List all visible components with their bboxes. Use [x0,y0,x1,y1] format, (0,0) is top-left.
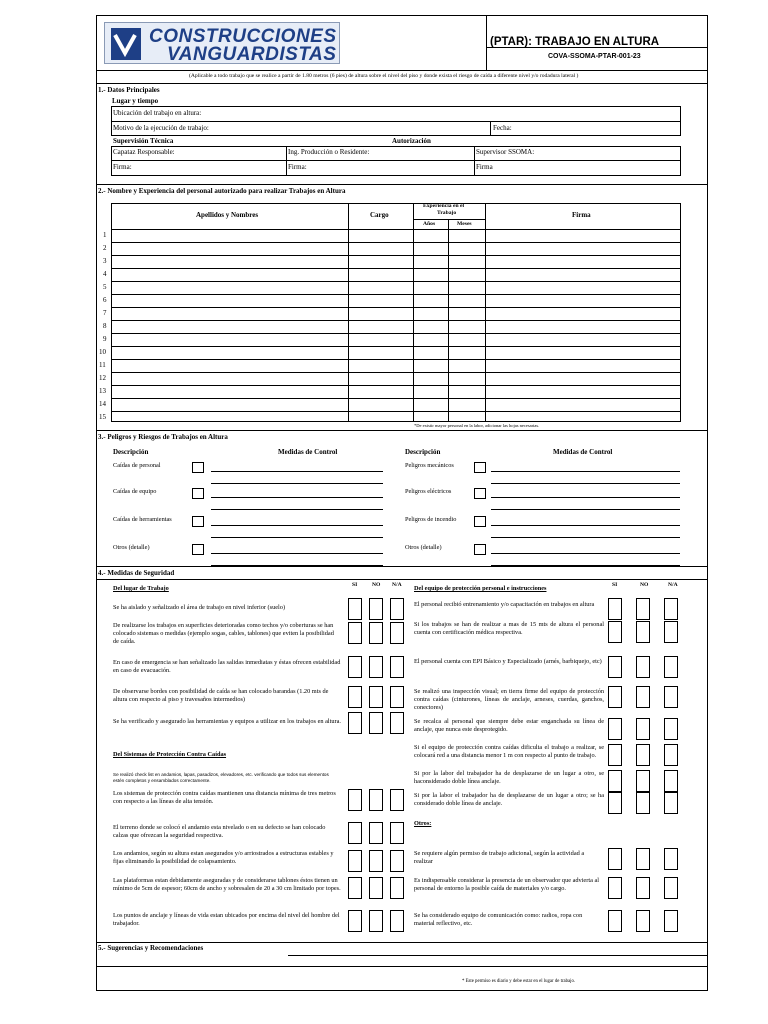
ppe-item-si-box[interactable] [608,770,622,792]
workplace-item: Se ha aislado y señalizado el área de trabajo en nivel inferior (suelo) [113,604,286,611]
row-number: 4 [103,270,107,278]
months-cell[interactable] [449,230,484,241]
signature-cell[interactable] [486,295,680,306]
fall-protection-item-no-box[interactable] [369,789,383,811]
row-number: 15 [99,413,106,421]
signature-cell[interactable] [486,334,680,345]
row-number: 3 [103,257,107,265]
cargo-cell[interactable] [349,308,412,319]
signature-ssoma: Firma [476,163,493,171]
col-cargo-header: Cargo [370,211,389,219]
cargo-cell[interactable] [349,347,412,358]
cargo-cell[interactable] [349,399,412,410]
months-cell[interactable] [449,308,484,319]
ppe-item: Si por la labor el trabajador ha de desplazarse de un lugar a otro; se ha considerado doble línea de anclaje. [414,792,604,807]
workplace-item-no-box[interactable] [369,656,383,678]
ppe-item-na-box[interactable] [664,744,678,766]
fall-protection-item-na-box[interactable] [390,789,404,811]
other-item-no-box[interactable] [636,910,650,932]
other-item-si-box[interactable] [608,877,622,899]
control-line-left[interactable] [211,525,383,526]
other-item: Se ha considerado equipo de comunicación como: radios, ropa con material reflectivo, etc. [414,912,583,927]
fall-protection-item-no-box[interactable] [369,910,383,932]
row-number: 2 [103,244,107,252]
row-number: 12 [99,374,106,382]
signature-cell[interactable] [486,321,680,332]
row-number: 9 [103,335,107,343]
signature-cell[interactable] [486,373,680,384]
ppe-item-no-box[interactable] [636,656,650,678]
months-cell[interactable] [449,256,484,267]
cargo-cell[interactable] [349,243,412,254]
workplace-item-no-box[interactable] [369,712,383,734]
control-line-left[interactable] [211,497,383,498]
suggestions-line-1 [288,955,708,956]
col-exp-header-2: Trabajo [437,210,457,216]
name-cell[interactable] [112,347,347,358]
section3-title: 3.- Peligros y Riesgos de Trabajos en Altura [98,433,228,441]
hazard-checkbox-right[interactable] [474,488,486,499]
row-number: 14 [99,400,106,408]
ppe-item: El personal cuenta con EPI Básico y Especializado (arnés, barbiquejo, etc) [414,658,602,665]
reason-label: Motivo de la ejecución de trabajo: [113,124,209,132]
months-cell[interactable] [449,373,484,384]
workplace-item-si-box[interactable] [348,622,362,644]
years-cell[interactable] [414,347,447,358]
signature-cell[interactable] [486,282,680,293]
ppe-item-no-box[interactable] [636,744,650,766]
fall-protection-item-na-box[interactable] [390,910,404,932]
months-cell[interactable] [449,399,484,410]
ppe-item-na-box[interactable] [664,770,678,792]
fall-protection-item-si-box[interactable] [348,822,362,844]
hazard-checkbox-right[interactable] [474,516,486,527]
foreman-label: Capataz Responsable: [113,148,175,156]
name-cell[interactable] [112,282,347,293]
cargo-cell[interactable] [349,256,412,267]
name-cell[interactable] [112,308,347,319]
workplace-item-si-box[interactable] [348,712,362,734]
fall-protection-item-na-box[interactable] [390,822,404,844]
hazard-controls-right: Medidas de Control [553,448,613,456]
section2-title: 2.- Nombre y Experiencia del personal autorizado para realizar Trabajos en Altura [98,187,346,195]
ppe-item-na-box[interactable] [664,656,678,678]
other-item-no-box[interactable] [636,877,650,899]
logo-line1: CONSTRUCCIONES [149,26,337,47]
control-line-right[interactable] [491,483,680,484]
signature-cell[interactable] [486,399,680,410]
row-number: 13 [99,387,106,395]
control-line-right[interactable] [491,553,680,554]
ppe-item-si-box[interactable] [608,621,622,643]
fall-protection-item-na-box[interactable] [390,850,404,872]
fall-protection-note: Se realizó check list en andamios, lapas, pasadizos, elevadores, etc. verificando que todos sus elementos estén completos y ensamblados correctamente. [113,772,329,783]
section1-title: 1.- Datos Principales [98,86,160,94]
fall-protection-item-no-box[interactable] [369,877,383,899]
row-number: 11 [99,361,106,369]
years-cell[interactable] [414,386,447,397]
ppe-item-na-box[interactable] [664,621,678,643]
personnel-note: *De existir mayor personal en la labor, adicionar las hojas necesarias. [414,423,540,428]
years-cell[interactable] [414,321,447,332]
signature-cell[interactable] [486,360,680,371]
no-header-right: NO [640,582,649,588]
form-code: COVA-SSOMA-PTAR-001-23 [548,53,641,60]
months-cell[interactable] [449,386,484,397]
authorization-table [111,146,681,176]
ppe-item-si-box[interactable] [608,718,622,740]
workplace-heading: Del lugar de Trabajo [113,585,169,592]
workplace-item-no-box[interactable] [369,622,383,644]
other-item-na-box[interactable] [664,910,678,932]
years-cell[interactable] [414,360,447,371]
fall-protection-item: Las plataformas estan debidamente aseguradas y de considerarse tablones éstos tienen un mínimo de 5cm de espesor; 60cm de ancho y sobresalen de 20 a 30 cm limitado por topes. [113,877,341,892]
workplace-item-si-box[interactable] [348,656,362,678]
date-label: Fecha: [493,124,512,132]
signature-cell[interactable] [486,243,680,254]
ppe-heading: Del equipo de protección personal e instrucciones [414,585,547,592]
authorization-label: Autorización [392,137,431,145]
ppe-item-no-box[interactable] [636,621,650,643]
control-line-right[interactable] [491,525,680,526]
ppe-item: Si los trabajos se han de realizar a mas de 15 mts de altura el personal cuenta con certificación médica respectiva. [414,621,604,636]
workplace-item: Se ha verificado y asegurado las herramientas y equipos a utilizar en los trabajos en altura. [113,718,342,725]
ppe-item: Si por la labor del trabajador ha de desplazarse de un lugar a otro, se haconsiderado doble línea anclaje. [414,770,604,785]
ppe-item-na-box[interactable] [664,598,678,620]
workplace-item: De realizarse los trabajos en superficies deterioradas como techos y/o coberturas se han colocado sistemas o medidas (ejemplo sogas, cables, tablones) que eviten la posibilidad de caída. [113,622,334,645]
cargo-cell[interactable] [349,386,412,397]
name-cell[interactable] [112,386,347,397]
col-names-header: Apellidos y Nombres [196,211,259,219]
signature-cell[interactable] [486,230,680,241]
months-cell[interactable] [449,269,484,280]
na-header-left: N/A [392,582,402,588]
ppe-item: Se realizó una inspección visual; en tierra firme del equipo de protección contra caídas (cinturones, líneas de anclaje, arneses, cuerdas, ganchos, conectores) [414,688,604,711]
name-cell[interactable] [112,243,347,254]
other-item-no-box[interactable] [636,848,650,870]
row-number: 5 [103,283,107,291]
signature-cell[interactable] [486,347,680,358]
hazard-desc-right: Descripción [405,448,441,456]
signature-cell[interactable] [486,386,680,397]
hazard-checkbox-left[interactable] [192,544,204,555]
years-cell[interactable] [414,269,447,280]
fall-protection-item: Los puntos de anclaje y líneas de vida estan ubicados por encima del nivel del hombre del trabajador. [113,912,340,927]
ppe-item-no-box[interactable] [636,598,650,620]
signature-cell[interactable] [486,308,680,319]
cargo-cell[interactable] [349,412,412,423]
ppe-item: Si el equipo de protección contra caídas dificulta el trabajo a realizar, se colocará red a una distancia menor 1 m con respecto al punto de trabajo. [414,744,604,759]
other-item-si-box[interactable] [608,910,622,932]
ppe-item-si-box[interactable] [608,792,622,814]
col-sign-header: Firma [572,211,591,219]
fall-protection-item: El terreno donde se colocó el andamio esta nivelado o en su defecto se han colocado calzas que ofrezcan la seguridad respectiva. [113,824,326,839]
workplace-item-na-box[interactable] [390,686,404,708]
place-time-label: Lugar y tiempo [112,97,159,105]
ppe-item-no-box[interactable] [636,770,650,792]
years-cell[interactable] [414,230,447,241]
hazard-controls-left: Medidas de Control [278,448,338,456]
control-line-right[interactable] [491,537,680,538]
hazard-label-left: Caídas de herramientas [113,516,172,523]
months-cell[interactable] [449,334,484,345]
cargo-cell[interactable] [349,295,412,306]
row-number: 10 [99,348,106,356]
hazard-label-right: Peligros eléctricos [405,488,452,495]
ppe-item-na-box[interactable] [664,718,678,740]
form-title: (PTAR): TRABAJO EN ALTURA [490,36,660,48]
workplace-item-si-box[interactable] [348,598,362,620]
fall-protection-item: Los sistemas de protección contra caídas mantienen una distancia mínima de tres metros con respecto a las líneas de alta tensión. [113,790,336,805]
months-cell[interactable] [449,295,484,306]
cargo-cell[interactable] [349,321,412,332]
ppe-item-no-box[interactable] [636,718,650,740]
ppe-item-si-box[interactable] [608,686,622,708]
fall-protection-item-si-box[interactable] [348,789,362,811]
years-cell[interactable] [414,308,447,319]
si-header-left: SI [352,582,358,588]
years-cell[interactable] [414,243,447,254]
row-number: 1 [103,231,107,239]
hazard-label-right: Peligros de incendio [405,516,457,523]
fall-protection-item-no-box[interactable] [369,850,383,872]
hazard-label-right: Otros (detalle) [405,544,442,551]
row-number: 6 [103,296,107,304]
hazard-checkbox-right[interactable] [474,462,486,473]
years-cell[interactable] [414,412,447,423]
hazard-label-left: Caídas de equipo [113,488,157,495]
months-cell[interactable] [449,412,484,423]
applicability-note: (Aplicable a todo trabajo que se realice a partir de 1.80 metros (6 pies) de altura sobre el nivel del piso y donde exista el riesgo de caída a diferente nivel y/o rodadura lateral ) [189,73,579,79]
hazard-checkbox-left[interactable] [192,516,204,527]
suggestions-line-2 [96,966,708,967]
no-header-left: NO [372,582,381,588]
logo-line2: VANGUARDISTAS [167,44,337,65]
other-item: Se requiere algún permiso de trabajo adicional, según la actividad a realizar [414,850,585,865]
years-cell[interactable] [414,256,447,267]
engineer-label: Ing. Producción o Residente: [288,148,370,156]
ppe-item-na-box[interactable] [664,792,678,814]
months-cell[interactable] [449,282,484,293]
fall-protection-item-si-box[interactable] [348,910,362,932]
cargo-cell[interactable] [349,230,412,241]
signature-foreman: Firma: [113,163,132,171]
years-cell[interactable] [414,399,447,410]
row-number: 7 [103,309,107,317]
ppe-item: El personal recibió entrenamiento y/o capacitación en trabajos en altura [414,601,595,608]
workplace-item-no-box[interactable] [369,598,383,620]
control-line-left[interactable] [211,537,383,538]
cargo-cell[interactable] [349,360,412,371]
signature-cell[interactable] [486,269,680,280]
name-cell[interactable] [112,269,347,280]
workplace-item-na-box[interactable] [390,622,404,644]
control-line-left[interactable] [211,553,383,554]
workplace-item: De observarse bordes con posibilidad de caída se han colocado barandas (1.20 mts de altura con respecto al piso y travesaños intermedios) [113,688,329,703]
control-line-left[interactable] [211,483,383,484]
hazard-label-left: Caídas de personal [113,462,161,469]
name-cell[interactable] [112,360,347,371]
hazard-checkbox-right[interactable] [474,544,486,555]
years-cell[interactable] [414,282,447,293]
control-line-right[interactable] [491,471,680,472]
fall-protection-item: Los andamios, según su altura estan asegurados y/o arriostrados a estructuras estables y fijas eliminando la posibilidad de colapsamiento. [113,850,334,865]
col-months-header: Meses [457,221,472,227]
col-exp-header-1: Experiencia en el [423,203,465,209]
hazard-label-right: Peligros mecánicos [405,462,454,469]
other-item-na-box[interactable] [664,877,678,899]
section4-title: 4.- Medidas de Seguridad [98,569,175,577]
fall-protection-item-no-box[interactable] [369,822,383,844]
ppe-item: Se recalca al personal que siempre debe estar enganchada su línea de anclaje, que nunca este desprotegido. [414,718,604,733]
row-number: 8 [103,322,107,330]
signature-engineer: Firma: [288,163,307,171]
ppe-item-na-box[interactable] [664,686,678,708]
years-cell[interactable] [414,373,447,384]
cargo-cell[interactable] [349,373,412,384]
location-label: Ubicación del trabajo en altura: [113,109,202,117]
control-line-left[interactable] [211,471,383,472]
company-logo [104,22,340,64]
section5-title: 5.- Sugerencias y Recomendaciones [98,944,204,952]
name-cell[interactable] [112,230,347,241]
control-line-left[interactable] [211,509,383,510]
months-cell[interactable] [449,360,484,371]
ppe-item-no-box[interactable] [636,686,650,708]
name-cell[interactable] [112,373,347,384]
name-cell[interactable] [112,295,347,306]
others-heading: Otros: [414,820,432,827]
hazard-label-left: Otros (detalle) [113,544,150,551]
workplace-item-na-box[interactable] [390,656,404,678]
hazard-desc-left: Descripción [113,448,149,456]
other-item-si-box[interactable] [608,848,622,870]
hazard-checkbox-left[interactable] [192,462,204,473]
name-cell[interactable] [112,334,347,345]
months-cell[interactable] [449,243,484,254]
col-years-header: Años [423,221,436,227]
cargo-cell[interactable] [349,282,412,293]
name-cell[interactable] [112,256,347,267]
na-header-right: N/A [668,582,678,588]
supervision-label: Supervisión Técnica [113,137,174,145]
ppe-item-si-box[interactable] [608,598,622,620]
name-cell[interactable] [112,321,347,332]
workplace-item-no-box[interactable] [369,686,383,708]
other-item-na-box[interactable] [664,848,678,870]
cargo-cell[interactable] [349,334,412,345]
workplace-item: En caso de emergencia se han señalizado las salidas inmediatas y éstas ofrecen estabilidad en caso de evacuación. [113,659,341,674]
fall-protection-heading: Del Sistemas de Protección Contra Caídas [113,751,227,758]
years-cell[interactable] [414,295,447,306]
ppe-item-no-box[interactable] [636,792,650,814]
control-line-right[interactable] [491,497,680,498]
cargo-cell[interactable] [349,269,412,280]
years-cell[interactable] [414,334,447,345]
name-cell[interactable] [112,399,347,410]
fall-protection-item-si-box[interactable] [348,850,362,872]
ppe-item-si-box[interactable] [608,656,622,678]
fall-protection-item-na-box[interactable] [390,877,404,899]
signature-cell[interactable] [486,412,680,423]
months-cell[interactable] [449,347,484,358]
workplace-item-si-box[interactable] [348,686,362,708]
signature-cell[interactable] [486,256,680,267]
footer-note: * Este permiso es diario y debe estar en el lugar de trabajo. [462,979,576,984]
fall-protection-item-si-box[interactable] [348,877,362,899]
ssoma-label: Supervisor SSOMA: [476,148,535,156]
workplace-item-na-box[interactable] [390,712,404,734]
hazard-checkbox-left[interactable] [192,488,204,499]
other-item: Es indispensable considerar la presencia de un observador que advierta al personal de entorno la posible caída de materiales y/o cargo. [414,877,599,892]
months-cell[interactable] [449,321,484,332]
si-header-right: SI [612,582,618,588]
control-line-right[interactable] [491,509,680,510]
ppe-item-si-box[interactable] [608,744,622,766]
workplace-item-na-box[interactable] [390,598,404,620]
name-cell[interactable] [112,412,347,423]
